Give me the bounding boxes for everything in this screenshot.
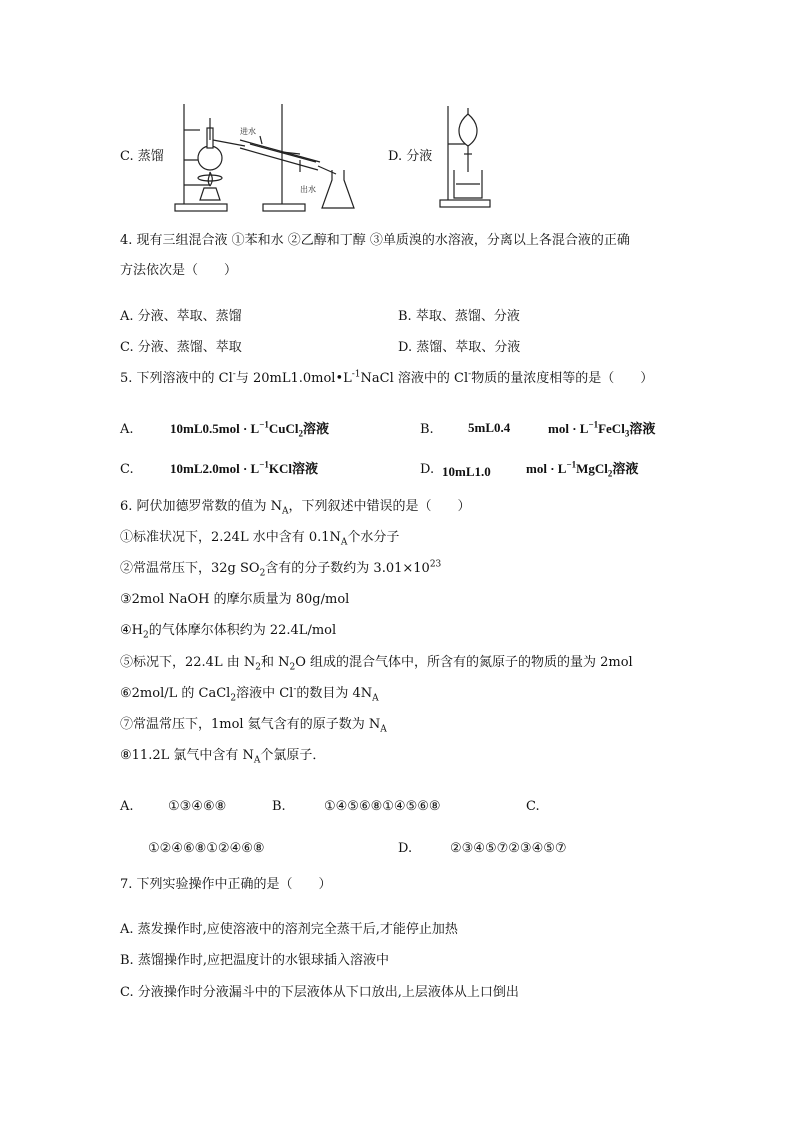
q3-option-c-label: C. 蒸馏 [120, 149, 164, 164]
q7-stem: 7. 下列实验操作中正确的是（ ） [120, 877, 332, 892]
q5-stem: 5. 下列溶液中的 Cl-与 $20mL1.0mol•L^{-1}NaCl$ 溶液中的 Cl-物质的量浓度相等的是（ ） [120, 369, 654, 386]
q5-option-b-text1: 5mL0.4 [468, 420, 511, 435]
q7-option-a: A. 蒸发操作时,应使溶液中的溶剂完全蒸干后,才能停止加热 [120, 922, 458, 937]
q6-statement-6: ⑥2mol/L 的 CaCl$_2$溶液中 Cl-的数目为 $4N_A$ [120, 684, 379, 704]
outlet-label: 出水 [300, 185, 316, 194]
q7-option-b: B. 蒸馏操作时,应把温度计的水银球插入溶液中 [120, 953, 389, 968]
q6-option-c-text: ①②④⑥⑧①②④⑥⑧ [148, 841, 265, 856]
separatory-funnel-diagram [438, 104, 502, 208]
q6-statement-2: ②常温常压下，32g $SO_2$含有的分子数约为 $3.01\times 10^{23}$ [120, 559, 442, 579]
q6-statement-8: ⑧11.2L 氯气中含有 $N_A$个氯原子． [120, 748, 326, 766]
q4-stem-line2: 方法依次是（ ） [120, 263, 238, 278]
q5-option-c-text: $10mL2.0mol \cdot L^{-1}KCl$溶液 [170, 459, 318, 476]
q5-option-d-text1: 10mL1.0 [442, 464, 491, 479]
q4-option-a: A. 分液、萃取、蒸馏 [120, 309, 242, 324]
q5-option-d-letter: D. [420, 462, 435, 477]
q6-statement-1: ①标准状况下，2.24L 水中含有 $0.1N_A$个水分子 [120, 530, 400, 548]
distillation-apparatus-diagram [170, 100, 360, 215]
q6-option-a-letter: A. [120, 799, 134, 814]
q6-option-b-text: ①④⑤⑥⑧①④⑤⑥⑧ [324, 799, 441, 814]
q6-option-d-text: ②③④⑤⑦②③④⑤⑦ [450, 841, 567, 856]
q5-option-b-text2: mol · $L^{-1}FeCl_3$溶液 [548, 419, 656, 439]
q4-option-c: C. 分液、蒸馏、萃取 [120, 340, 242, 355]
q6-option-d-letter: D. [398, 841, 413, 856]
q4-option-d: D. 蒸馏、萃取、分液 [398, 340, 521, 355]
q6-statement-7: ⑦常温常压下，1mol 氦气含有的原子数为 $N_A$ [120, 717, 387, 735]
q4-stem-line1: 4. 现有三组混合液 ①苯和水 ②乙醇和丁醇 ③单质溴的水溶液，分离以上各混合液的正确 [120, 233, 630, 248]
q4-option-b: B. 萃取、蒸馏、分液 [398, 309, 520, 324]
q6-option-a-text: ①③④⑥⑧ [168, 799, 227, 814]
q5-option-d-text2: mol · $L^{-1}MgCl_2$溶液 [526, 459, 639, 479]
q5-option-c-letter: C. [120, 462, 134, 477]
q5-option-a-letter: A. [120, 422, 134, 437]
q5-option-a-text: $10mL0.5mol \cdot L^{-1}CuCl_2$溶液 [170, 419, 329, 439]
q6-option-c-letter: C. [526, 799, 540, 814]
q7-option-c: C. 分液操作时分液漏斗中的下层液体从下口放出,上层液体从上口倒出 [120, 985, 519, 1000]
q6-statement-4: $④H_2$的气体摩尔体积约为 22.4L/mol [120, 623, 337, 641]
q6-stem: 6. 阿伏加德罗常数的值为 $N_A$，下列叙述中错误的是（ ） [120, 499, 471, 517]
q3-option-d-label: D. 分液 [388, 149, 433, 164]
inlet-label: 进水 [240, 127, 256, 136]
q5-option-b-letter: B. [420, 422, 434, 437]
q6-statement-5: ⑤标况下，22.4L 由 $N_2$和 $N_2O$ 组成的混合气体中，所含有的氮原子的物质的量为 2mol [120, 655, 633, 673]
q6-option-b-letter: B. [272, 799, 286, 814]
q6-statement-3: ③2mol NaOH 的摩尔质量为 80g/mol [120, 592, 350, 607]
